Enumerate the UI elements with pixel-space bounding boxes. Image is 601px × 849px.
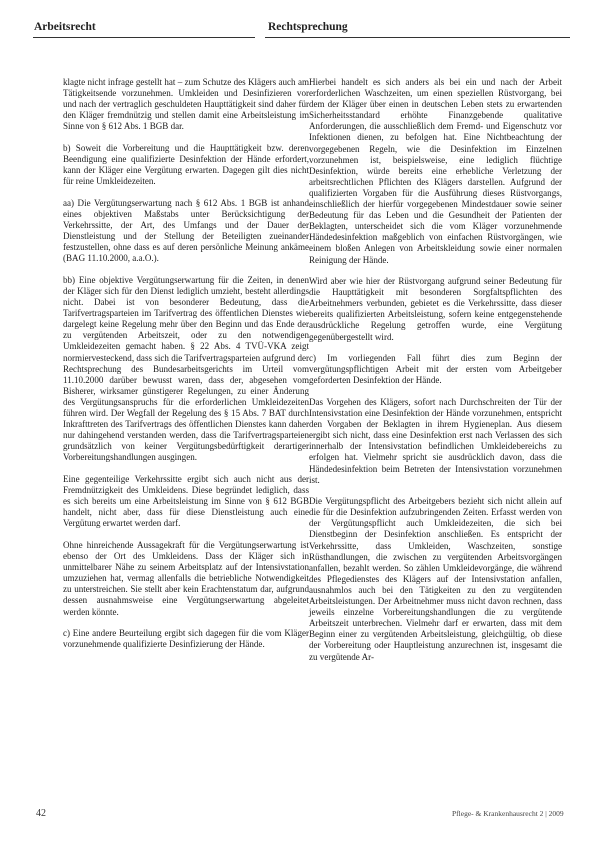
journal-footer: Pflege- & Krankenhausrecht 2 | 2009 — [452, 809, 564, 818]
paragraph: klagte nicht infrage gestellt hat – zum Schutze des Klägers auch am Tätigkeitsende vorzunehmen. Umkleiden und Desinfizieren vor und nach der vertraglich geschuldeten Haupttätigkeit sind daher für den Kläger fremdnützig und stellen damit eine Arbeitsleistung im Sinne von § 612 Abs. 1 BGB dar. — [63, 77, 309, 132]
paragraph: Die Vergütungspflicht des Arbeitgebers bezieht sich nicht allein auf die für die Desinfektion aufzubringenden Zeiten. Erfasst werden von der Vergütungspflicht auch Umkleidezeiten, die sich bei Dienstbeginn der Desinfektion anschließen. Es entspricht der Verkehrssitte, dass Umkleiden, Waschzeiten, sonstige Rüsthandlungen, die zwischen zu vergütenden Arbeitsvorgängen anfallen, bezahlt werden. So zählen Umkleidevorgänge, die während des Pflegedienstes des Klägers auf der Intensivstation anfallen, ausnahmlos auch bei den Tätigkeiten zu den zu vergütenden Arbeitsleistungen. Der Arbeitnehmer muss nicht davon rechnen, dass jeweils einzelne Vorbereitungshandlungen die zu vergütende Arbeitszeit unterbrechen. Vielmehr darf er erwarten, dass mit dem Beginn einer zu vergütenden Arbeitsleistung, gleichgültig, ob diese der Vorbereitung oder Hauptleistung anzurechnen ist, insgesamt die zu vergütende Ar- — [309, 496, 562, 662]
paragraph: bb) Eine objektive Vergütungserwartung für die Zeiten, in denen der Kläger sich für den Dienst lediglich umzieht, besteht allerdings nicht. Dabei ist von besonderer Bedeutung, dass die Tarifvertragsparteien im Tarifvertrag des öffentlichen Dienstes wie dargelegt keine Regelung mehr über den Beginn und das Ende der zu vergütenden Arbeitszeit, oder zu den notwendigen Umkleidezeiten gemacht haben. § 22 Abs. 4 TVÜ-VKA zeigt normiervesteckend, dass sich die Tarifvertragsparteien aufgrund der Rechtsprechung des Bundesarbeitsgerichts im Urteil vom 11.10.2000 darüber bewusst waren, dass der, abgesehen vom Bisherer, wirksamer günstigerer Regelungen, zu einer Änderung des Vergütungsanspruchs für die erforderlichen Umkleidezeiten führen wird. Der Wegfall der Regelung des § 15 Abs. 7 BAT durch Inkrafttreten des Tarifvertrags des öffentlichen Dienstes kann daher nur dahingehend verstanden werden, dass die Tarifvertragsparteien grundsätzlich von keiner Vergütungsbedürftigkeit derartiger Vorbereitungshandlungen ausgingen. — [63, 274, 309, 463]
paragraph: Hierbei handelt es sich anders als bei ein und nach der Arbeit erforderlichen Waschzeiten, um einen speziellen Rüstvorgang, bei dem der Kläger über einen in deutschen Leben stets zu erwartenden Sicherheitsstandard erhöhte Finanzgebende qualitative Anforderungen, die ausschließlich dem Fremd- und Eigenschutz vor Infektionen dienen, zu befolgen hat. Eine Nichtbeachtung der vorgegebenen Regeln, wie die Desinfektion im Einzelnen vorzunehmen ist, beispielsweise, eine lediglich flüchtige Desinfektion, würde bereits eine erhebliche Verletzung der arbeitsrechtlichen Pflichten des Klägers darstellen. Aufgrund der qualifizierten Vorgaben für die Ausführung dieses Rüstvorgangs, einschließlich der hierfür vorgegebenen Mindestdauer sowie seiner Bedeutung für das Leben und die Gesundheit der Patienten der Beklagten, unterscheidet sich die vom Kläger vorzunehmende Händedesinfektion maßgeblich von einfachen Rüstvorgängen, wie einem bloßen Anlegen von Arbeitskleidung sowie einer normalen Reinigung der Hände. — [309, 77, 562, 265]
page-number: 42 — [36, 808, 46, 819]
section-subtitle: Rechtsprechung — [268, 21, 348, 33]
paragraph: Ohne hinreichende Aussagekraft für die Vergütungserwartung ist ebenso der Ort des Umkleidens. Dass der Kläger sich in unmittelbarer Nähe zu seinem Arbeitsplatz auf der Intensivstation umzuziehen hat, vermag allenfalls die betriebliche Notwendigkeit zu unterstreichen. Sie stellt aber kein Erachtenstatum dar, aufgrund dessen ausnahmsweise eine Vergütungserwartung abgeleitet werden könnte. — [63, 539, 309, 617]
section-title: Arbeitsrecht — [34, 21, 96, 33]
header-rule-left — [33, 37, 255, 38]
header-rule-right — [265, 37, 570, 38]
paragraph: c) Im vorliegenden Fall führt dies zum Beginn der vergütungspflichtigen Arbeit mit der ersten vom Arbeitgeber geforderten Desinfektion der Hände. — [309, 353, 562, 386]
paragraph: b) Soweit die Vorbereitung und die Haupttätigkeit bzw. deren Beendigung eine qualifizierte Desinfektion der Hände erfordert, kann der Kläger eine Vergütung erwarten. Dagegen gilt dies nicht für reine Umkleidezeiten. — [63, 142, 309, 187]
paragraph: Eine gegenteilige Verkehrssitte ergibt sich auch nicht aus der Fremdnützigkeit des Umkleidens. Diese begründet lediglich, dass es sich bereits um eine Arbeitsleistung im Sinne von § 612 BGB handelt, nicht aber, dass für diese Dienstleistung auch eine Vergütung erwartet werden darf. — [63, 474, 309, 529]
paragraph: c) Eine andere Beurteilung ergibt sich dagegen für die vom Kläger vorzunehmende qualifizierte Desinfizierung der Hände. — [63, 628, 309, 650]
right-column — [309, 77, 562, 673]
paragraph: Wird aber wie hier der Rüstvorgang aufgrund seiner Bedeutung für die Haupttätigkeit mit besonderen Sorgfaltspflichten des Arbeitnehmers verbunden, gebietet es die Verkehrssitte, dass dieser bereits qualifizierten Arbeitsleistung, sofern keine entgegenstehende ausdrückliche Regelung getroffen wurde, eine Vergütung gegenübergestellt wird. — [309, 276, 562, 342]
paragraph: aa) Die Vergütungserwartung nach § 612 Abs. 1 BGB ist anhand eines objektiven Maßstabs unter Berücksichtigung der Verkehrssitte, der Art, des Umfangs und der Dauer der Dienstleistung und der Stellung der Beteiligten zueinander festzustellen, ohne dass es auf deren persönliche Meinung ankäme (BAG 11.10.2000, a.a.O.). — [63, 197, 309, 264]
paragraph: Das Vorgehen des Klägers, sofort nach Durchschreiten der Tür der Intensivstation eine Desinfektion der Hände vorzunehmen, entspricht den Vorgaben der Beklagten in ihrem Hygieneplan. Aus diesem ergibt sich nicht, dass eine Desinfektion erst nach Verlassen des sich innerhalb der Intensivstation befindlichen Umkleidebereichs zu erfolgen hat. Vielmehr spricht sie ausdrücklich davon, dass die Händedesinfektion beim Betreten der Intensivstation vorzunehmen ist. — [309, 396, 562, 485]
left-column — [63, 77, 309, 661]
